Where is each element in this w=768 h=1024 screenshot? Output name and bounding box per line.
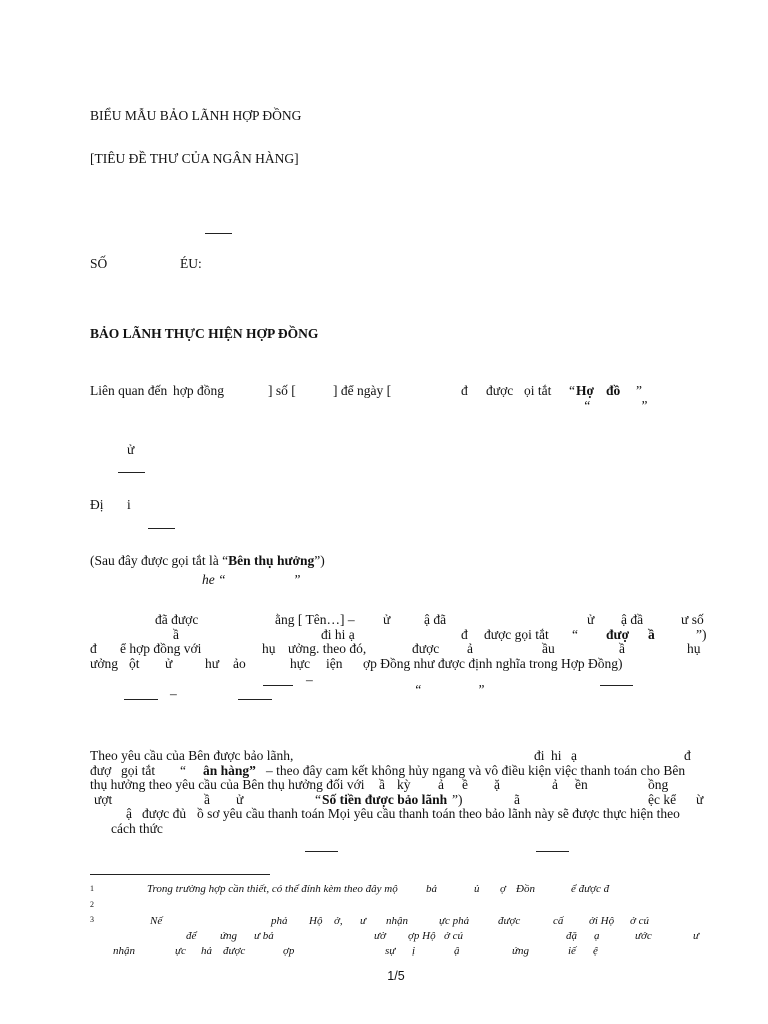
- text-fragment: ”): [452, 792, 463, 807]
- text-fragment: nhận: [113, 945, 135, 957]
- text-fragment: ằng [ Tên…] –: [275, 612, 355, 627]
- text-fragment: Hợ: [576, 383, 594, 398]
- text-fragment: ân hàng”: [203, 763, 256, 778]
- text-fragment: ư số: [681, 612, 704, 627]
- text-fragment: ứng: [220, 930, 237, 942]
- text-fragment: được đủ: [142, 806, 187, 821]
- form-title: BIỂU MẪU BẢO LÃNH HỢP ĐỒNG: [90, 108, 302, 123]
- text-fragment: ởi Hộ: [589, 915, 615, 927]
- text-fragment: Đị: [90, 497, 104, 512]
- text-fragment: đượ: [606, 627, 630, 642]
- footnote-number: 2: [90, 900, 94, 909]
- text-fragment: ạ: [571, 748, 577, 763]
- text-fragment: i: [127, 497, 131, 512]
- text-fragment: hụ: [687, 641, 701, 656]
- text-fragment: ”: [640, 398, 648, 413]
- text-fragment: ượt: [94, 792, 113, 807]
- text-fragment: hụ: [262, 641, 276, 656]
- document-title: BẢO LÃNH THỰC HIỆN HỢP ĐỒNG: [90, 326, 319, 341]
- text-fragment: ử: [127, 442, 135, 457]
- text-fragment: ọi tắt: [524, 383, 552, 398]
- text-fragment: ậ đã: [424, 612, 447, 627]
- text-fragment: ứng: [512, 945, 529, 957]
- text-fragment: ử: [587, 612, 595, 627]
- text-fragment: ậ: [454, 945, 460, 957]
- reference-number-label: SỐ: [90, 256, 108, 271]
- text-fragment: ột: [129, 656, 140, 671]
- text-fragment: Theo yêu cầu của Bên được bảo lãnh,: [90, 748, 294, 763]
- text-fragment: ”: [636, 383, 642, 398]
- text-fragment: được: [223, 945, 246, 957]
- text-fragment: đượ: [90, 763, 112, 778]
- text-fragment: Hộ: [309, 915, 323, 927]
- text-fragment: ư: [360, 915, 366, 927]
- text-fragment: ư: [693, 930, 699, 942]
- text-fragment: hợp đồng: [173, 383, 225, 398]
- text-fragment: iện: [326, 656, 343, 671]
- text-fragment: đi hi ạ: [321, 627, 355, 642]
- text-fragment: ] để ngày [: [333, 383, 392, 398]
- text-fragment: đ: [461, 383, 468, 398]
- text-fragment: ầu: [542, 641, 555, 656]
- text-fragment: ước: [635, 930, 652, 942]
- text-fragment: ườ: [374, 930, 386, 942]
- text-fragment: ở,: [334, 915, 343, 927]
- blank-line: [536, 851, 569, 852]
- text-fragment: ồng: [648, 777, 669, 792]
- text-fragment: hực: [290, 656, 311, 671]
- text-fragment: ”): [696, 627, 707, 642]
- text-fragment: ầ: [619, 641, 625, 656]
- text-fragment: “: [583, 398, 591, 413]
- text-fragment: Liên quan đến: [90, 383, 168, 398]
- text-fragment: ể hợp đồng với: [120, 641, 202, 656]
- text-fragment: cách thức: [111, 821, 163, 836]
- text-fragment: đ: [684, 748, 691, 763]
- text-fragment: ”: [477, 682, 485, 697]
- text-fragment: bả: [426, 883, 437, 895]
- text-fragment: ầ: [379, 777, 385, 792]
- text-fragment: ợp: [283, 945, 295, 957]
- text-fragment: “: [180, 763, 186, 778]
- text-fragment: ”: [293, 572, 301, 587]
- text-fragment: để: [186, 930, 197, 942]
- blank-line: [263, 685, 293, 686]
- text-fragment: ền: [575, 777, 588, 792]
- text-fragment: ị: [412, 945, 416, 957]
- text-fragment: Số tiền được bảo lãnh: [322, 792, 448, 807]
- text-fragment: Đồn: [516, 883, 535, 895]
- text-fragment: ử: [165, 656, 173, 671]
- text-fragment: he “: [202, 572, 226, 587]
- text-fragment: đ: [90, 641, 97, 656]
- text-fragment: ả: [438, 777, 444, 792]
- blank-line: [124, 699, 158, 700]
- text-fragment: đồ: [606, 383, 621, 398]
- text-fragment: ở cú: [630, 915, 650, 927]
- text-fragment: ặ: [494, 777, 500, 792]
- text-fragment: được gọi tắt: [484, 627, 549, 642]
- text-fragment: ậ: [126, 806, 132, 821]
- text-fragment: sự: [385, 945, 396, 957]
- text-fragment: ư bả: [254, 930, 274, 942]
- text-fragment: được: [486, 383, 514, 398]
- reference-number-suffix: ÉU:: [180, 256, 202, 271]
- text-fragment: ạ: [594, 930, 600, 942]
- text-fragment: cấ: [553, 915, 564, 927]
- text-fragment: ậ đầ: [621, 612, 644, 627]
- text-fragment: ử: [383, 612, 391, 627]
- text-fragment: “: [315, 792, 321, 807]
- text-fragment: hi: [551, 748, 562, 763]
- text-fragment: “: [572, 627, 578, 642]
- text-fragment: ừ: [696, 792, 704, 807]
- blank-line: [118, 472, 145, 473]
- text-fragment: ưởng. theo đó,: [288, 641, 367, 656]
- text-fragment: đi: [534, 748, 545, 763]
- text-fragment: Nế: [150, 915, 163, 927]
- text-fragment: Trong trường hợp cần thiết, có thể đính kèm theo đây mộ: [147, 883, 398, 895]
- text-fragment: ả: [552, 777, 558, 792]
- text-fragment: đặ: [566, 930, 577, 942]
- text-fragment: ] số [: [268, 383, 296, 398]
- footnote-number: 1: [90, 884, 94, 893]
- footnote-number: 3: [90, 915, 94, 924]
- text-fragment: ã: [514, 792, 520, 807]
- blank-line: [600, 685, 633, 686]
- text-fragment: ầ: [648, 627, 655, 642]
- text-fragment: hư: [205, 656, 220, 671]
- text-fragment: ệc kể: [648, 792, 677, 807]
- text-fragment: phả: [271, 915, 288, 927]
- blank-line: [148, 528, 175, 529]
- text-fragment: thụ hưởng theo yêu cầu của Bên thụ hưởng đối với: [90, 777, 365, 792]
- blank-line: [238, 699, 272, 700]
- text-fragment: ầ: [204, 792, 210, 807]
- text-fragment: ầ: [173, 627, 179, 642]
- footnote-separator: [90, 874, 270, 875]
- text-fragment: ực: [175, 945, 186, 957]
- text-fragment: ực phả: [439, 915, 470, 927]
- blank-line: [305, 851, 338, 852]
- text-fragment: ợp Hộ: [408, 930, 436, 942]
- text-fragment: đã được: [155, 612, 199, 627]
- text-fragment: ợp Đồng như được định nghĩa trong Hợp Đồng): [363, 656, 623, 671]
- page-number: 1/5: [387, 969, 405, 983]
- text-fragment: được: [412, 641, 440, 656]
- text-fragment: ể được đ: [571, 883, 610, 895]
- text-fragment: gọi tắt: [121, 763, 156, 778]
- text-fragment: iế: [568, 945, 576, 957]
- text-fragment: (Sau đây được gọi tắt là “Bên thụ hưởng”): [90, 553, 325, 568]
- text-fragment: ảo: [233, 656, 246, 671]
- text-fragment: ở cú: [444, 930, 464, 942]
- text-fragment: kỳ: [397, 777, 411, 792]
- text-fragment: –: [306, 672, 313, 687]
- text-fragment: ồ sơ yêu cầu thanh toán Mọi yêu cầu thanh toán theo bảo lãnh này sẽ được thực hiện theo: [197, 806, 680, 821]
- bank-letterhead-placeholder: [TIÊU ĐỀ THƯ CỦA NGÂN HÀNG]: [90, 151, 299, 166]
- blank-line: [205, 233, 232, 234]
- text-fragment: ả: [467, 641, 473, 656]
- text-fragment: ưởng: [90, 656, 118, 671]
- text-fragment: đ: [461, 627, 468, 642]
- text-fragment: “: [414, 682, 422, 697]
- text-fragment: –: [170, 686, 177, 701]
- text-fragment: ề: [462, 777, 468, 792]
- text-fragment: được: [498, 915, 521, 927]
- text-fragment: “: [569, 383, 575, 398]
- text-fragment: ử: [236, 792, 244, 807]
- text-fragment: ợ: [500, 883, 506, 895]
- text-fragment: ệ: [593, 945, 598, 957]
- text-fragment: nhận: [386, 915, 408, 927]
- text-fragment: hả: [201, 945, 212, 957]
- text-fragment: ủ: [474, 883, 480, 895]
- text-fragment: – theo đây cam kết không hủy ngang và vô điều kiện việc thanh toán cho Bên: [266, 763, 686, 778]
